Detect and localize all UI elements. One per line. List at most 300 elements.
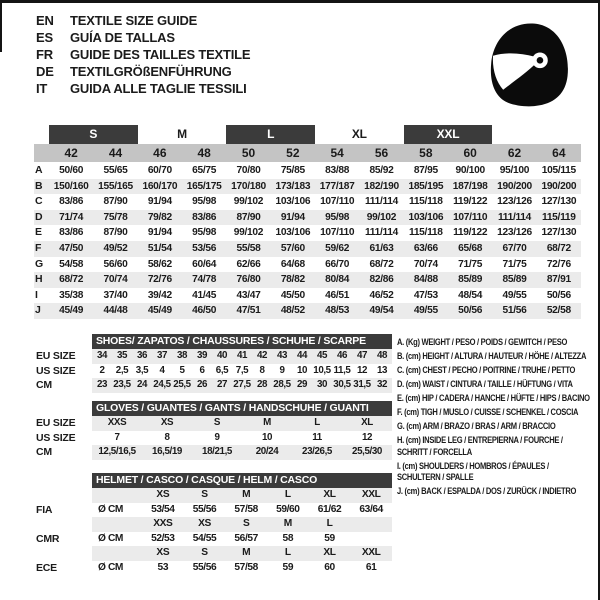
- measure-row-c: [34, 194, 581, 210]
- measure-value-cell: 165/175: [186, 180, 222, 192]
- shoes-value-cell: 45: [316, 350, 328, 361]
- measure-value-cell: 190/200: [541, 180, 577, 192]
- shoes-value-cell: 10: [296, 364, 308, 376]
- gloves-value-cell: 9: [214, 431, 220, 443]
- shoes-row-us-size: [92, 364, 392, 379]
- shoes-row-labels: [36, 334, 92, 393]
- shoes-value-cell: 39: [196, 350, 208, 361]
- size-col-54: 54: [330, 146, 344, 160]
- legend-item: [397, 365, 590, 377]
- measure-value-cell: 63/66: [413, 242, 438, 254]
- helmet-size-row-fia: [92, 488, 392, 503]
- legend-line: H. (cm) INSIDE LEG / ENTREPIERNA / FOURCHE /: [397, 435, 563, 445]
- helmet-size-cell: S: [201, 547, 208, 559]
- gloves-row-label: EU SIZE: [36, 417, 76, 429]
- shoes-value-cell: 31,5: [353, 379, 371, 391]
- gloves-value-cell: 7: [114, 431, 120, 443]
- size-col-42: 42: [64, 146, 78, 160]
- shoes-value-cell: 42: [256, 350, 268, 361]
- helmet-size-cell: L: [284, 489, 291, 500]
- measure-value-cell: 48/52: [280, 305, 305, 317]
- measure-value-cell: 60/64: [192, 258, 217, 270]
- size-header-row: [34, 144, 581, 162]
- legend-item: [397, 435, 590, 458]
- measure-value-cell: 160/170: [142, 180, 178, 192]
- gloves-value-cell: 10: [261, 431, 273, 443]
- helmet-standard-label: ECE: [36, 561, 57, 574]
- measure-value-cell: 103/106: [408, 211, 444, 223]
- size-col-58: 58: [419, 146, 433, 160]
- measure-row-g: [34, 257, 581, 273]
- helmet-value-cell: 53/54: [151, 503, 175, 515]
- gloves-table: [36, 401, 392, 460]
- measure-row-label: E: [35, 226, 42, 239]
- shoes-value-cell: 36: [136, 350, 148, 361]
- measure-value-cell: 95/100: [499, 165, 530, 176]
- measure-row-label: A: [35, 164, 43, 176]
- measure-value-cell: 72/76: [546, 258, 571, 270]
- measure-value-cell: 123/126: [497, 227, 532, 239]
- helmet-size-cell: XL: [323, 547, 336, 559]
- title-text-it: GUIDA ALLE TAGLIE TESSILI: [70, 81, 247, 96]
- shoes-value-cell: 44: [296, 350, 308, 361]
- shoes-row-label: CM: [36, 379, 52, 392]
- shoes-value-cell: 26: [196, 379, 208, 391]
- size-col-60: 60: [463, 146, 477, 160]
- measure-value-cell: 103/106: [275, 227, 311, 239]
- gloves-value-cell: 11: [312, 431, 322, 443]
- helmet-size-cell: M: [242, 547, 251, 559]
- shoes-table-rows: [92, 349, 392, 393]
- measure-value-cell: 99/102: [233, 227, 264, 239]
- measure-value-cell: 83/86: [192, 211, 217, 223]
- shoes-table-body: [92, 334, 392, 393]
- title-block: [36, 12, 250, 97]
- size-col-62: 62: [507, 146, 522, 160]
- shoes-value-cell: 48: [376, 350, 388, 361]
- measurement-legend: [397, 337, 590, 500]
- measure-value-cell: 68/72: [369, 258, 394, 270]
- measure-value-cell: 64/68: [280, 258, 305, 270]
- shoes-value-cell: 34: [96, 350, 108, 361]
- helmet-size-row-ece: [92, 546, 392, 561]
- measure-value-cell: 87/90: [236, 211, 261, 223]
- measure-value-cell: 76/80: [236, 274, 261, 286]
- helmet-standard-label: CMR: [36, 532, 60, 545]
- helmet-size-cell: L: [326, 518, 333, 530]
- measure-value-cell: 51/54: [147, 242, 172, 254]
- measure-value-cell: 71/75: [458, 258, 483, 270]
- helmet-value-cell: 59: [324, 532, 335, 544]
- measure-value-cell: 150/160: [53, 180, 89, 192]
- measure-value-cell: 91/94: [280, 211, 305, 223]
- shoes-value-cell: 27: [216, 379, 228, 391]
- measure-value-cell: 74/78: [192, 274, 217, 286]
- title-row-fr: [36, 46, 250, 63]
- measure-value-cell: 87/91: [546, 274, 571, 286]
- helmet-size-cell: S: [201, 489, 208, 500]
- shoes-value-cell: 40: [216, 350, 228, 361]
- measure-value-cell: 56/60: [103, 258, 128, 270]
- helmet-unit-cell: Ø CM: [98, 503, 123, 515]
- legend-item: [397, 393, 590, 405]
- measure-value-cell: 115/119: [542, 211, 576, 223]
- shoes-table-title: SHOES/ ZAPATOS / CHAUSSURES / SCHUHE / SCARPE: [92, 334, 392, 349]
- measure-value-cell: 46/51: [325, 289, 350, 301]
- legend-line: D. (cm) WAIST / CINTURA / TAILLE / HÜFTUNG / VITA: [397, 379, 573, 389]
- legend-line: G. (cm) ARM / BRAZO / BRAS / ARM / BRACCIO: [397, 421, 556, 431]
- helmet-table-body: [92, 473, 392, 576]
- helmet-size-cell: XS: [156, 547, 170, 559]
- shoes-value-cell: 41: [236, 350, 248, 361]
- title-row-de: [36, 63, 250, 80]
- measure-value-cell: 177/187: [319, 180, 355, 192]
- title-row-it: [36, 80, 250, 97]
- shoes-value-cell: 43: [276, 350, 288, 361]
- measure-value-cell: 59/62: [325, 242, 350, 254]
- helmet-value-cell: 57/58: [234, 503, 258, 515]
- gloves-value-cell: XXS: [107, 417, 127, 428]
- size-col-44: 44: [108, 146, 123, 160]
- measure-value-cell: 49/55: [413, 305, 438, 317]
- size-col-64: 64: [552, 146, 566, 160]
- gloves-value-cell: 20/24: [255, 446, 279, 458]
- helmet-size-cell: M: [283, 518, 292, 530]
- measure-value-cell: 111/114: [364, 227, 399, 239]
- measure-value-cell: 49/54: [369, 305, 394, 317]
- helmet-table-title: HELMET / CASCO / CASQUE / HELM / CASCO: [92, 473, 392, 488]
- language-code-de: DE: [36, 64, 54, 79]
- measure-value-cell: 115/118: [409, 196, 443, 208]
- measure-value-cell: 48/54: [458, 289, 483, 301]
- gloves-value-cell: XS: [160, 417, 174, 428]
- measure-value-cell: 127/130: [541, 196, 577, 208]
- measure-row-label: I: [35, 288, 38, 301]
- measure-value-cell: 99/102: [233, 196, 264, 208]
- helmet-value-cell: 54/55: [192, 532, 217, 544]
- title-text-fr: GUIDE DES TAILLES TEXTILE: [70, 47, 251, 62]
- measure-value-cell: 99/102: [366, 211, 397, 223]
- title-text-en: TEXTILE SIZE GUIDE: [70, 13, 198, 28]
- measure-value-cell: 185/195: [408, 180, 444, 192]
- shoes-value-cell: 8: [259, 364, 265, 376]
- helmet-label-spacer: [36, 517, 92, 532]
- shoes-value-cell: 6: [199, 364, 205, 376]
- measure-row-label: F: [35, 241, 42, 254]
- helmet-size-cell: M: [242, 489, 251, 500]
- gloves-table-rows: [92, 416, 392, 460]
- helmet-standard-label: FIA: [36, 503, 53, 516]
- measure-value-cell: 50/60: [59, 165, 84, 176]
- shoes-value-cell: 28: [256, 379, 268, 391]
- helmet-label-spacer: [36, 488, 92, 503]
- language-code-it: IT: [36, 81, 48, 96]
- measure-value-cell: 55/58: [236, 242, 261, 254]
- measure-value-cell: 119/122: [453, 196, 488, 208]
- measure-row-j: [34, 303, 581, 319]
- helmet-value-cell: 52/53: [151, 532, 175, 544]
- measure-value-cell: 173/183: [275, 180, 311, 192]
- measure-value-cell: 62/66: [236, 258, 261, 270]
- shoes-value-cell: 24,5: [153, 379, 171, 391]
- shoes-value-cell: 23,5: [113, 379, 131, 391]
- helmet-unit-cell: Ø CM: [98, 532, 123, 544]
- shoes-value-cell: 13: [376, 364, 388, 376]
- measure-row-h: [34, 272, 581, 288]
- legend-item: [397, 379, 590, 391]
- gloves-table-body: [92, 401, 392, 460]
- measure-value-cell: 50/56: [546, 289, 571, 301]
- shoes-value-cell: 28,5: [273, 379, 291, 391]
- size-group-xl: XL: [351, 126, 367, 141]
- helmet-value-cell: 56/57: [234, 532, 258, 544]
- measure-value-cell: 51/56: [502, 305, 527, 317]
- legend-line: SCHULTERN / SPALLE: [397, 472, 474, 482]
- measure-value-cell: 75/78: [103, 211, 128, 223]
- measure-row-label: J: [35, 304, 41, 317]
- measure-row-i: [34, 288, 581, 304]
- measure-value-cell: 115/118: [409, 227, 443, 239]
- legend-item: [397, 421, 590, 433]
- measure-value-cell: 182/190: [364, 180, 399, 192]
- shoes-value-cell: 6,5: [215, 364, 229, 376]
- measure-value-cell: 47/50: [59, 242, 84, 254]
- measure-value-cell: 91/94: [147, 196, 172, 208]
- legend-item: [397, 486, 590, 498]
- size-col-50: 50: [241, 146, 256, 160]
- size-group-l: L: [226, 125, 315, 144]
- measure-value-cell: 45/49: [147, 305, 172, 317]
- shoes-value-cell: 11,5: [333, 364, 351, 376]
- measure-row-a: [34, 163, 581, 179]
- shoes-row-eu-size: [92, 349, 392, 364]
- helmet-unit-cell: Ø CM: [98, 561, 123, 573]
- measure-value-cell: 44/48: [103, 305, 128, 317]
- size-group-m: M: [177, 126, 187, 141]
- shoes-value-cell: 25,5: [173, 379, 191, 391]
- size-col-46: 46: [153, 146, 167, 160]
- gloves-value-cell: S: [213, 417, 221, 428]
- measure-value-cell: 91/94: [147, 227, 172, 239]
- shoes-value-cell: 24: [136, 379, 148, 391]
- measure-value-cell: 55/65: [103, 165, 128, 176]
- measure-value-cell: 90/100: [455, 165, 485, 176]
- legend-item: [397, 337, 590, 349]
- helmet-value-cell: 57/58: [234, 561, 258, 573]
- helmet-table: [36, 473, 392, 576]
- shoes-table: [36, 334, 392, 393]
- gloves-row-label: US SIZE: [36, 431, 76, 444]
- legend-line: J. (cm) BACK / ESPALDA / DOS / ZURÜCK / INDIETRO: [397, 486, 577, 496]
- helmet-value-row-cmr: [92, 532, 392, 547]
- gloves-row-us-size: [92, 431, 392, 446]
- measure-value-cell: 46/52: [369, 289, 394, 301]
- measure-value-cell: 105/115: [541, 165, 576, 176]
- measure-value-cell: 70/80: [236, 165, 261, 176]
- shoes-value-cell: 3,5: [135, 364, 149, 376]
- page-border-top: [0, 0, 600, 3]
- shoes-value-cell: 4: [159, 364, 165, 376]
- shoes-value-cell: 46: [336, 350, 348, 361]
- measure-value-cell: 79/82: [147, 211, 172, 223]
- measure-value-cell: 45/49: [59, 305, 84, 317]
- gloves-row-eu-size: [92, 416, 392, 431]
- measure-value-cell: 85/89: [502, 274, 527, 286]
- measure-value-cell: 72/76: [147, 274, 172, 286]
- gloves-table-title: GLOVES / GUANTES / GANTS / HANDSCHUHE / GUANTI: [92, 401, 392, 416]
- shoes-value-cell: 35: [116, 350, 128, 361]
- measure-value-cell: 95/98: [325, 211, 350, 223]
- legend-line: SCHRITT / FORCELLA: [397, 446, 472, 457]
- size-group-row: [34, 124, 581, 144]
- helmet-value-cell: 58: [282, 532, 294, 544]
- measure-value-cell: 107/110: [320, 227, 355, 239]
- main-size-table: [34, 124, 581, 319]
- legend-line: I. (cm) SHOULDERS / HOMBROS / ÉPAULES /: [397, 460, 549, 471]
- legend-line: E. (cm) HIP / CADERA / HANCHE / HÜFTE / HIPS / BACINO: [397, 393, 590, 403]
- measure-value-cell: 85/92: [369, 165, 394, 176]
- shoes-value-cell: 2,5: [115, 364, 129, 376]
- measure-value-cell: 67/70: [502, 242, 527, 254]
- helmet-value-row-ece: [92, 561, 392, 576]
- shoes-value-cell: 10,5: [313, 364, 331, 376]
- shoes-value-cell: 7,5: [235, 364, 249, 376]
- measure-value-cell: 190/200: [497, 180, 532, 192]
- brand-logo: [482, 18, 574, 110]
- helmet-value-cell: 53: [157, 561, 169, 573]
- measure-value-cell: 119/122: [453, 227, 488, 239]
- measure-value-cell: 47/53: [413, 289, 438, 301]
- measure-row-e: [34, 225, 581, 241]
- legend-item: [397, 351, 590, 363]
- language-code-en: EN: [36, 13, 54, 28]
- measure-value-cell: 43/47: [236, 289, 261, 301]
- shoes-row-label: US SIZE: [36, 364, 76, 377]
- shoes-value-cell: 30: [316, 379, 328, 391]
- measure-value-cell: 87/95: [413, 165, 438, 176]
- shoes-value-cell: 30,5: [333, 379, 351, 391]
- measure-value-cell: 82/86: [369, 274, 394, 286]
- measure-value-cell: 83/86: [59, 227, 84, 239]
- measure-value-cell: 48/53: [325, 305, 350, 317]
- helmet-size-cell: XXL: [361, 489, 381, 500]
- measure-value-cell: 68/72: [546, 242, 571, 254]
- size-col-56: 56: [374, 146, 389, 160]
- measure-value-cell: 65/68: [458, 242, 483, 254]
- helmet-value-cell: 55/56: [192, 561, 217, 573]
- gloves-value-cell: 12: [361, 431, 373, 443]
- helmet-size-cell: XXS: [153, 518, 173, 530]
- gloves-value-cell: 18/21,5: [202, 446, 232, 458]
- measure-value-cell: 111/114: [497, 211, 532, 223]
- shoes-value-cell: 38: [176, 350, 188, 361]
- title-row-en: [36, 12, 250, 29]
- racing-helmet-icon: [482, 18, 574, 110]
- measure-row-label: B: [35, 179, 43, 192]
- measure-value-cell: 61/63: [369, 242, 394, 254]
- gloves-value-cell: M: [263, 417, 271, 428]
- measure-value-cell: 71/74: [59, 211, 84, 223]
- measure-value-cell: 107/110: [453, 211, 488, 223]
- gloves-value-cell: 25,5/30: [352, 446, 382, 458]
- gloves-row-labels: [36, 401, 92, 460]
- gloves-value-cell: L: [314, 417, 320, 428]
- language-code-es: ES: [36, 30, 53, 45]
- helmet-value-cell: 63/64: [359, 503, 383, 515]
- helmet-value-cell: 59: [282, 561, 294, 573]
- measure-value-cell: 35/38: [59, 289, 84, 301]
- measure-value-cell: 50/56: [458, 305, 483, 317]
- main-table-body: [34, 163, 581, 319]
- measure-value-cell: 49/55: [502, 289, 527, 301]
- measure-value-cell: 58/62: [147, 258, 172, 270]
- shoes-value-cell: 12: [356, 364, 368, 376]
- measure-value-cell: 52/58: [546, 305, 571, 317]
- helmet-size-cell: XXL: [361, 547, 381, 559]
- language-code-fr: FR: [36, 47, 53, 62]
- shoes-value-cell: 2: [99, 364, 105, 376]
- gloves-row-cm: [92, 445, 392, 460]
- gloves-row-label: CM: [36, 446, 52, 459]
- title-text-es: GUÍA DE TALLAS: [70, 30, 175, 45]
- legend-line: F. (cm) TIGH / MUSLO / CUISSE / SCHENKEL / COSCIA: [397, 407, 579, 417]
- size-col-48: 48: [197, 146, 211, 160]
- measure-value-cell: 83/86: [59, 196, 84, 208]
- legend-item: [397, 461, 590, 484]
- measure-value-cell: 87/90: [103, 227, 128, 239]
- shoes-value-cell: 5: [179, 364, 185, 376]
- legend-item: [397, 407, 590, 419]
- measure-value-cell: 65/75: [192, 165, 217, 176]
- legend-line: B. (cm) HEIGHT / ALTURA / HAUTEUR / HÖHE / ALTEZZA: [397, 351, 587, 361]
- measure-value-cell: 95/98: [192, 227, 217, 239]
- helmet-value-cell: 61/62: [317, 503, 342, 515]
- helmet-size-cell: XS: [156, 489, 170, 500]
- legend-line: C. (cm) CHEST / PECHO / POITRINE / TRUHE / PETTO: [397, 365, 576, 375]
- measure-value-cell: 155/165: [98, 180, 133, 192]
- title-text-de: TEXTILGRÖßENFÜHRUNG: [70, 64, 232, 79]
- measure-value-cell: 103/106: [275, 196, 311, 208]
- helmet-size-cell: L: [284, 547, 291, 559]
- measure-value-cell: 60/70: [147, 165, 172, 176]
- measure-value-cell: 78/82: [280, 274, 305, 286]
- helmet-size-cell: XS: [198, 518, 211, 530]
- measure-row-label: H: [35, 273, 43, 286]
- helmet-size-cell: S: [242, 518, 250, 530]
- measure-row-d: [34, 210, 581, 226]
- legend-line: A. (Kg) WEIGHT / PESO / POIDS / GEWITCH / PESO: [397, 337, 568, 347]
- measure-row-f: [34, 241, 581, 257]
- helmet-value-cell: 55/56: [192, 503, 217, 515]
- measure-value-cell: 49/52: [103, 242, 128, 254]
- measure-value-cell: 111/114: [364, 196, 399, 208]
- measure-value-cell: 39/42: [147, 289, 172, 301]
- measure-value-cell: 85/89: [458, 274, 483, 286]
- measure-value-cell: 170/180: [231, 180, 266, 192]
- measure-row-label: C: [35, 195, 43, 208]
- measure-value-cell: 68/72: [59, 274, 84, 286]
- helmet-value-cell: 59/60: [276, 503, 300, 515]
- measure-value-cell: 45/50: [280, 289, 305, 301]
- size-col-52: 52: [286, 146, 300, 160]
- measure-value-cell: 83/88: [325, 165, 350, 176]
- gloves-value-cell: XL: [361, 417, 373, 428]
- measure-value-cell: 57/60: [280, 242, 305, 254]
- measure-value-cell: 70/74: [103, 274, 128, 286]
- gloves-value-cell: 16,5/19: [152, 446, 182, 458]
- page-border-left: [0, 0, 2, 52]
- measure-value-cell: 187/198: [452, 180, 488, 192]
